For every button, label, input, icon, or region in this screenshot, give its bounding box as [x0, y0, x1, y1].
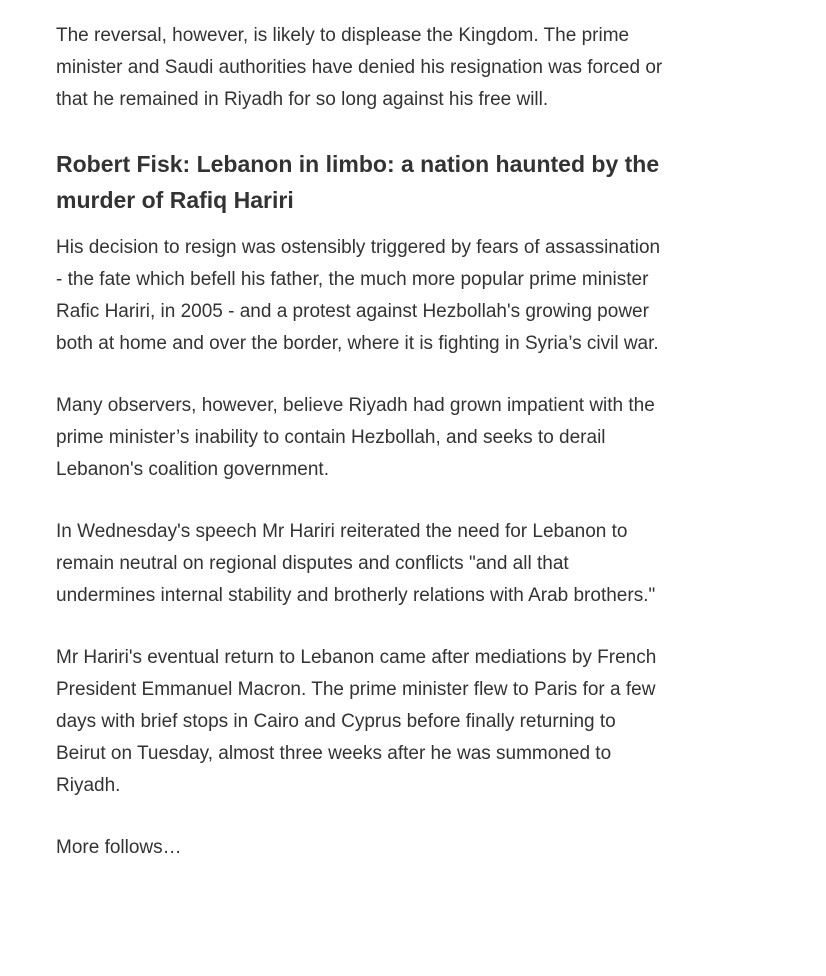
- article-body: [56, 20, 666, 864]
- article-paragraph: In Wednesday's speech Mr Hariri reiterated the need for Lebanon to remain neutral on regional disputes and conflicts "and all that undermines internal stability and brotherly relations with Arab brothers.": [56, 521, 656, 606]
- article-paragraph: Many observers, however, believe Riyadh had grown impatient with the prime minister’s inability to contain Hezbollah, and seeks to derail Lebanon's coalition government.: [56, 395, 655, 480]
- article-paragraph: The reversal, however, is likely to displease the Kingdom. The prime minister and Saudi authorities have denied his resignation was forced or that he remained in Riyadh for so long against his free will.: [56, 25, 663, 110]
- more-follows-text: More follows…: [56, 837, 182, 858]
- article-paragraph: His decision to resign was ostensibly triggered by fears of assassination - the fate which befell his father, the much more popular prime minister Rafic Hariri, in 2005 - and a protest against Hezbollah's growing power both at home and over the border, where it is fighting in Syria’s civil war.: [56, 237, 661, 354]
- article-paragraph: Mr Hariri's eventual return to Lebanon came after mediations by French President Emmanuel Macron. The prime minister flew to Paris for a few days with brief stops in Cairo and Cyprus before finally returning to Beirut on Tuesday, almost three weeks after he was summoned to Riyadh.: [56, 647, 657, 796]
- related-article-link[interactable]: Robert Fisk: Lebanon in limbo: a nation haunted by the murder of Rafiq Hariri: [56, 151, 660, 213]
